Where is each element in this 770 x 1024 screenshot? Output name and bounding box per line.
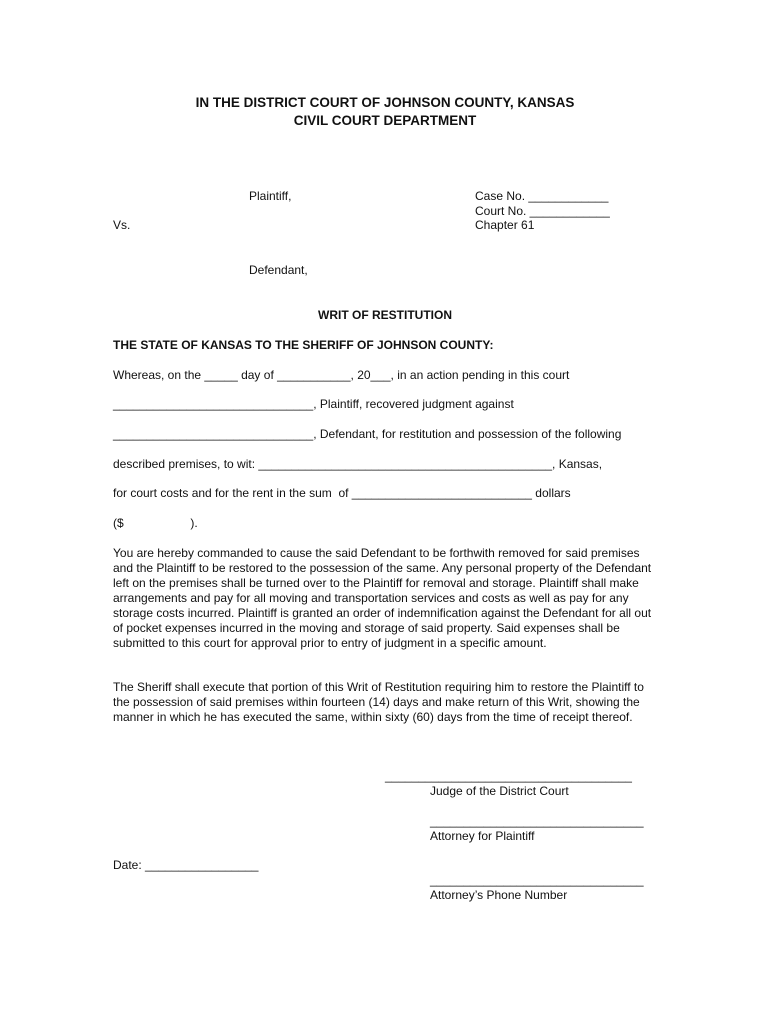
defendant-restitution-line: ______________________________, Defendant, for restitution and possession of the following — [113, 427, 622, 441]
document-title: WRIT OF RESTITUTION — [318, 308, 452, 322]
addressee-line: THE STATE OF KANSAS TO THE SHERIFF OF JOHNSON COUNTY: — [113, 338, 494, 352]
date-field: Date: _________________ — [113, 858, 259, 872]
phone-signature-line: ________________________________ — [430, 873, 644, 887]
sheriff-paragraph: The Sheriff shall execute that portion of this Writ of Restitution requiring him to restore the Plaintiff to the possession of said premises within fourteen (14) days and make return of this Writ, showing the manner in which he has executed the same, within sixty (60) days from the time of receipt thereof. — [113, 680, 644, 724]
defendant-label: Defendant, — [249, 263, 308, 277]
phone-signature-label: Attorney’s Phone Number — [430, 888, 568, 902]
attorney-signature-label: Attorney for Plaintiff — [430, 829, 535, 843]
court-heading: IN THE DISTRICT COURT OF JOHNSON COUNTY, KANSAS — [195, 95, 575, 110]
attorney-signature-line: ________________________________ — [430, 814, 644, 828]
case-number-field: Case No. ____________ — [475, 189, 609, 203]
court-costs-line: for court costs and for the rent in the sum of ___________________________ dollars — [113, 486, 571, 500]
command-paragraph: You are hereby commanded to cause the said Defendant to be forthwith removed for said premises and the Plaintiff to be restored to the possession of the same. Any personal property of the Defendant left on the premises shall be turned over to the Plaintiff for removal and storage. Plaintiff shall make arrangements and pay for all moving and transportation services and costs as well as pay for any storage costs incurred. Plaintiff is granted an order of indemnification against the Defendant for all out of pocket expenses incurred in the moving and storage of said property. Said expenses shall be submitted to this court for approval prior to entry of judgment in a specific amount. — [113, 546, 652, 650]
premises-line: described premises, to wit: ____________________________________________, Kansas, — [113, 457, 603, 471]
judge-signature-label: Judge of the District Court — [430, 784, 569, 798]
whereas-line: Whereas, on the _____ day of ___________, 20___, in an action pending in this court — [113, 368, 570, 382]
department-heading: CIVIL COURT DEPARTMENT — [293, 113, 477, 128]
versus-label: Vs. — [113, 218, 131, 232]
plaintiff-judgment-line: ______________________________, Plaintiff, recovered judgment against — [113, 397, 514, 411]
judge-signature-line: _____________________________________ — [385, 769, 632, 783]
court-number-field: Court No. ____________ — [475, 204, 610, 218]
amount-line: ($ ). — [113, 516, 198, 530]
chapter-label: Chapter 61 — [475, 218, 535, 232]
plaintiff-label: Plaintiff, — [249, 189, 292, 203]
